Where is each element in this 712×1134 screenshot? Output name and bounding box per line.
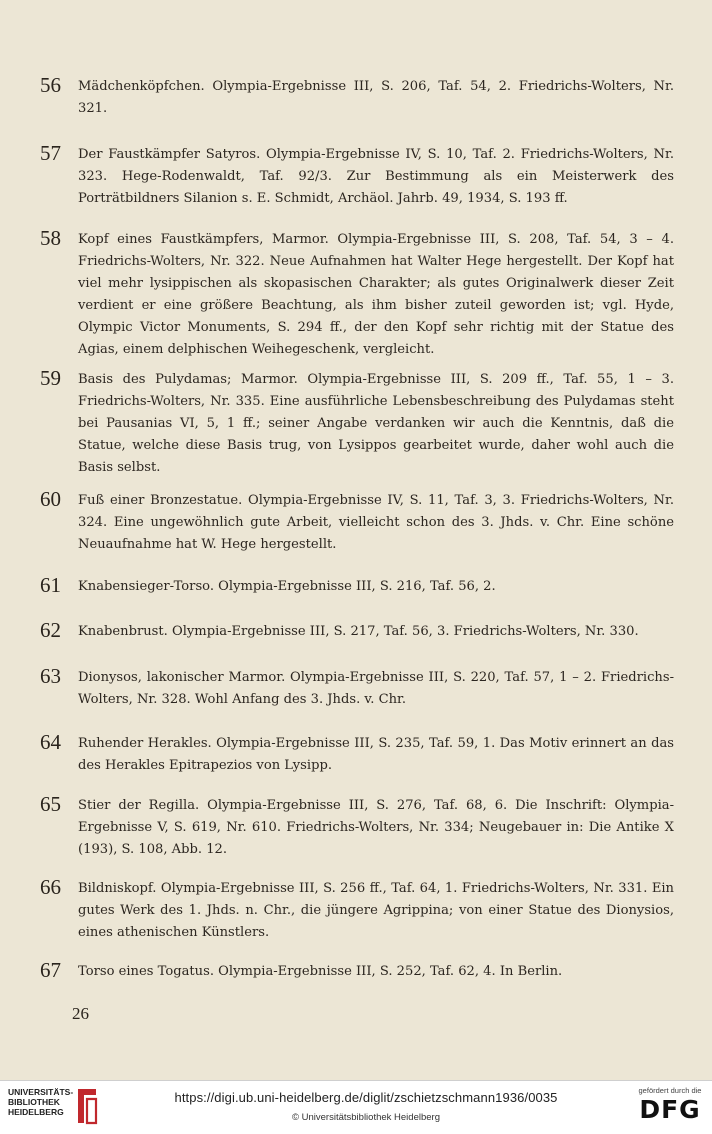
entry-number: 63 <box>40 664 61 688</box>
entry-number: 61 <box>40 573 61 597</box>
library-logo-icon <box>74 1085 100 1127</box>
entry-number: 58 <box>40 226 61 250</box>
entry-number: 59 <box>40 366 61 390</box>
entry-text: Knabenbrust. Olympia-Ergebnisse III, S. 217, Taf. 56, 3. Friedrichs-Wolters, Nr. 330. <box>78 624 639 639</box>
permalink-url[interactable]: https://digi.ub.uni-heidelberg.de/diglit/zschietzschmann1936/0035 <box>174 1090 558 1105</box>
dfg-logo[interactable]: DFG <box>639 1095 701 1124</box>
entry-number: 60 <box>40 487 61 511</box>
entry-text: Der Faustkämpfer Satyros. Olympia-Ergebnisse IV, S. 10, Taf. 2. Friedrichs-Wolters, Nr. 323. Hege-Rodenwaldt, Taf. 92/3. Zur Bestimmung als ein Meisterwerk des Porträtbildners Silanion s. E. Schmidt, Archäol. Jahrb. 49, 1934, S. 193 ff. <box>78 147 674 206</box>
entry-text: Basis des Pulydamas; Marmor. Olympia-Ergebnisse III, S. 209 ff., Taf. 55, 1 – 3. Friedrichs-Wolters, Nr. 335. Eine ausführliche Lebensbeschreibung des Pulydamas steht bei Pausanias VI, 5, 1 ff.; seiner Angabe verdanken wir auch die Kenntnis, daß die Statue, welche diese Basis trug, von Lysippos gearbeitet wurde, daher wohl auch die Basis selbst. <box>78 372 674 475</box>
entry-text: Bildniskopf. Olympia-Ergebnisse III, S. 256 ff., Taf. 64, 1. Friedrichs-Wolters, Nr. 331. Ein gutes Werk des 1. Jhds. n. Chr., die jüngere Agrippina; von einer Statue des Dionysios, eines athenischen Künstlers. <box>78 881 674 940</box>
entry-number: 57 <box>40 141 61 165</box>
copyright-notice: © Universitätsbibliothek Heidelberg <box>292 1112 440 1123</box>
library-logo[interactable]: UNIVERSITÄTS- BIBLIOTHEK HEIDELBERG <box>8 1087 74 1117</box>
entry-number: 56 <box>40 73 61 97</box>
entry-text: Dionysos, lakonischer Marmor. Olympia-Ergebnisse III, S. 220, Taf. 57, 1 – 2. Friedrichs-Wolters, Nr. 328. Wohl Anfang des 3. Jhds. v. Chr. <box>78 670 674 707</box>
entry-text: Ruhender Herakles. Olympia-Ergebnisse III, S. 235, Taf. 59, 1. Das Motiv erinnert an das des Herakles Epitrapezios von Lysipp. <box>78 736 674 773</box>
entry-text: Fuß einer Bronzestatue. Olympia-Ergebnisse IV, S. 11, Taf. 3, 3. Friedrichs-Wolters, Nr. 324. Eine ungewöhnlich gute Arbeit, vielleicht schon des 3. Jhds. v. Chr. Eine schöne Neuaufnahme hat W. Hege hergestellt. <box>78 493 674 552</box>
funder-note: gefördert durch die <box>638 1086 702 1095</box>
entry-number: 67 <box>40 958 61 982</box>
entry-text: Stier der Regilla. Olympia-Ergebnisse III, S. 276, Taf. 68, 6. Die Inschrift: Olympia-Ergebnisse V, S. 619, Nr. 610. Friedrichs-Wolters, Nr. 334; Neugebauer in: Die Antike X (193), S. 108, Abb. 12. <box>78 798 674 857</box>
entry-text: Mädchenköpfchen. Olympia-Ergebnisse III, S. 206, Taf. 54, 2. Friedrichs-Wolters, Nr. 321. <box>78 79 674 116</box>
page-number: 26 <box>72 1004 89 1023</box>
entry-text: Torso eines Togatus. Olympia-Ergebnisse III, S. 252, Taf. 62, 4. In Berlin. <box>78 964 563 979</box>
entry-text: Kopf eines Faustkämpfers, Marmor. Olympia-Ergebnisse III, S. 208, Taf. 54, 3 – 4. Friedrichs-Wolters, Nr. 322. Neue Aufnahmen hat Walter Hege hergestellt. Der Kopf hat viel mehr lysippischen als skopasischen Charakter; als gutes Originalwerk dieser Zeit verdient er eine größere Beachtung, als ihm bisher zuteil geworden ist; vgl. Hyde, Olympic Victor Monuments, S. 294 ff., der den Kopf sehr richtig mit der Statue des Agias, einem delphischen Weihegeschenk, vergleicht. <box>78 232 674 357</box>
entry-number: 65 <box>40 792 61 816</box>
footer-bar <box>0 1080 712 1134</box>
entry-number: 64 <box>40 730 61 754</box>
entry-number: 62 <box>40 618 61 642</box>
entry-number: 66 <box>40 875 61 899</box>
entry-text: Knabensieger-Torso. Olympia-Ergebnisse III, S. 216, Taf. 56, 2. <box>78 579 496 594</box>
